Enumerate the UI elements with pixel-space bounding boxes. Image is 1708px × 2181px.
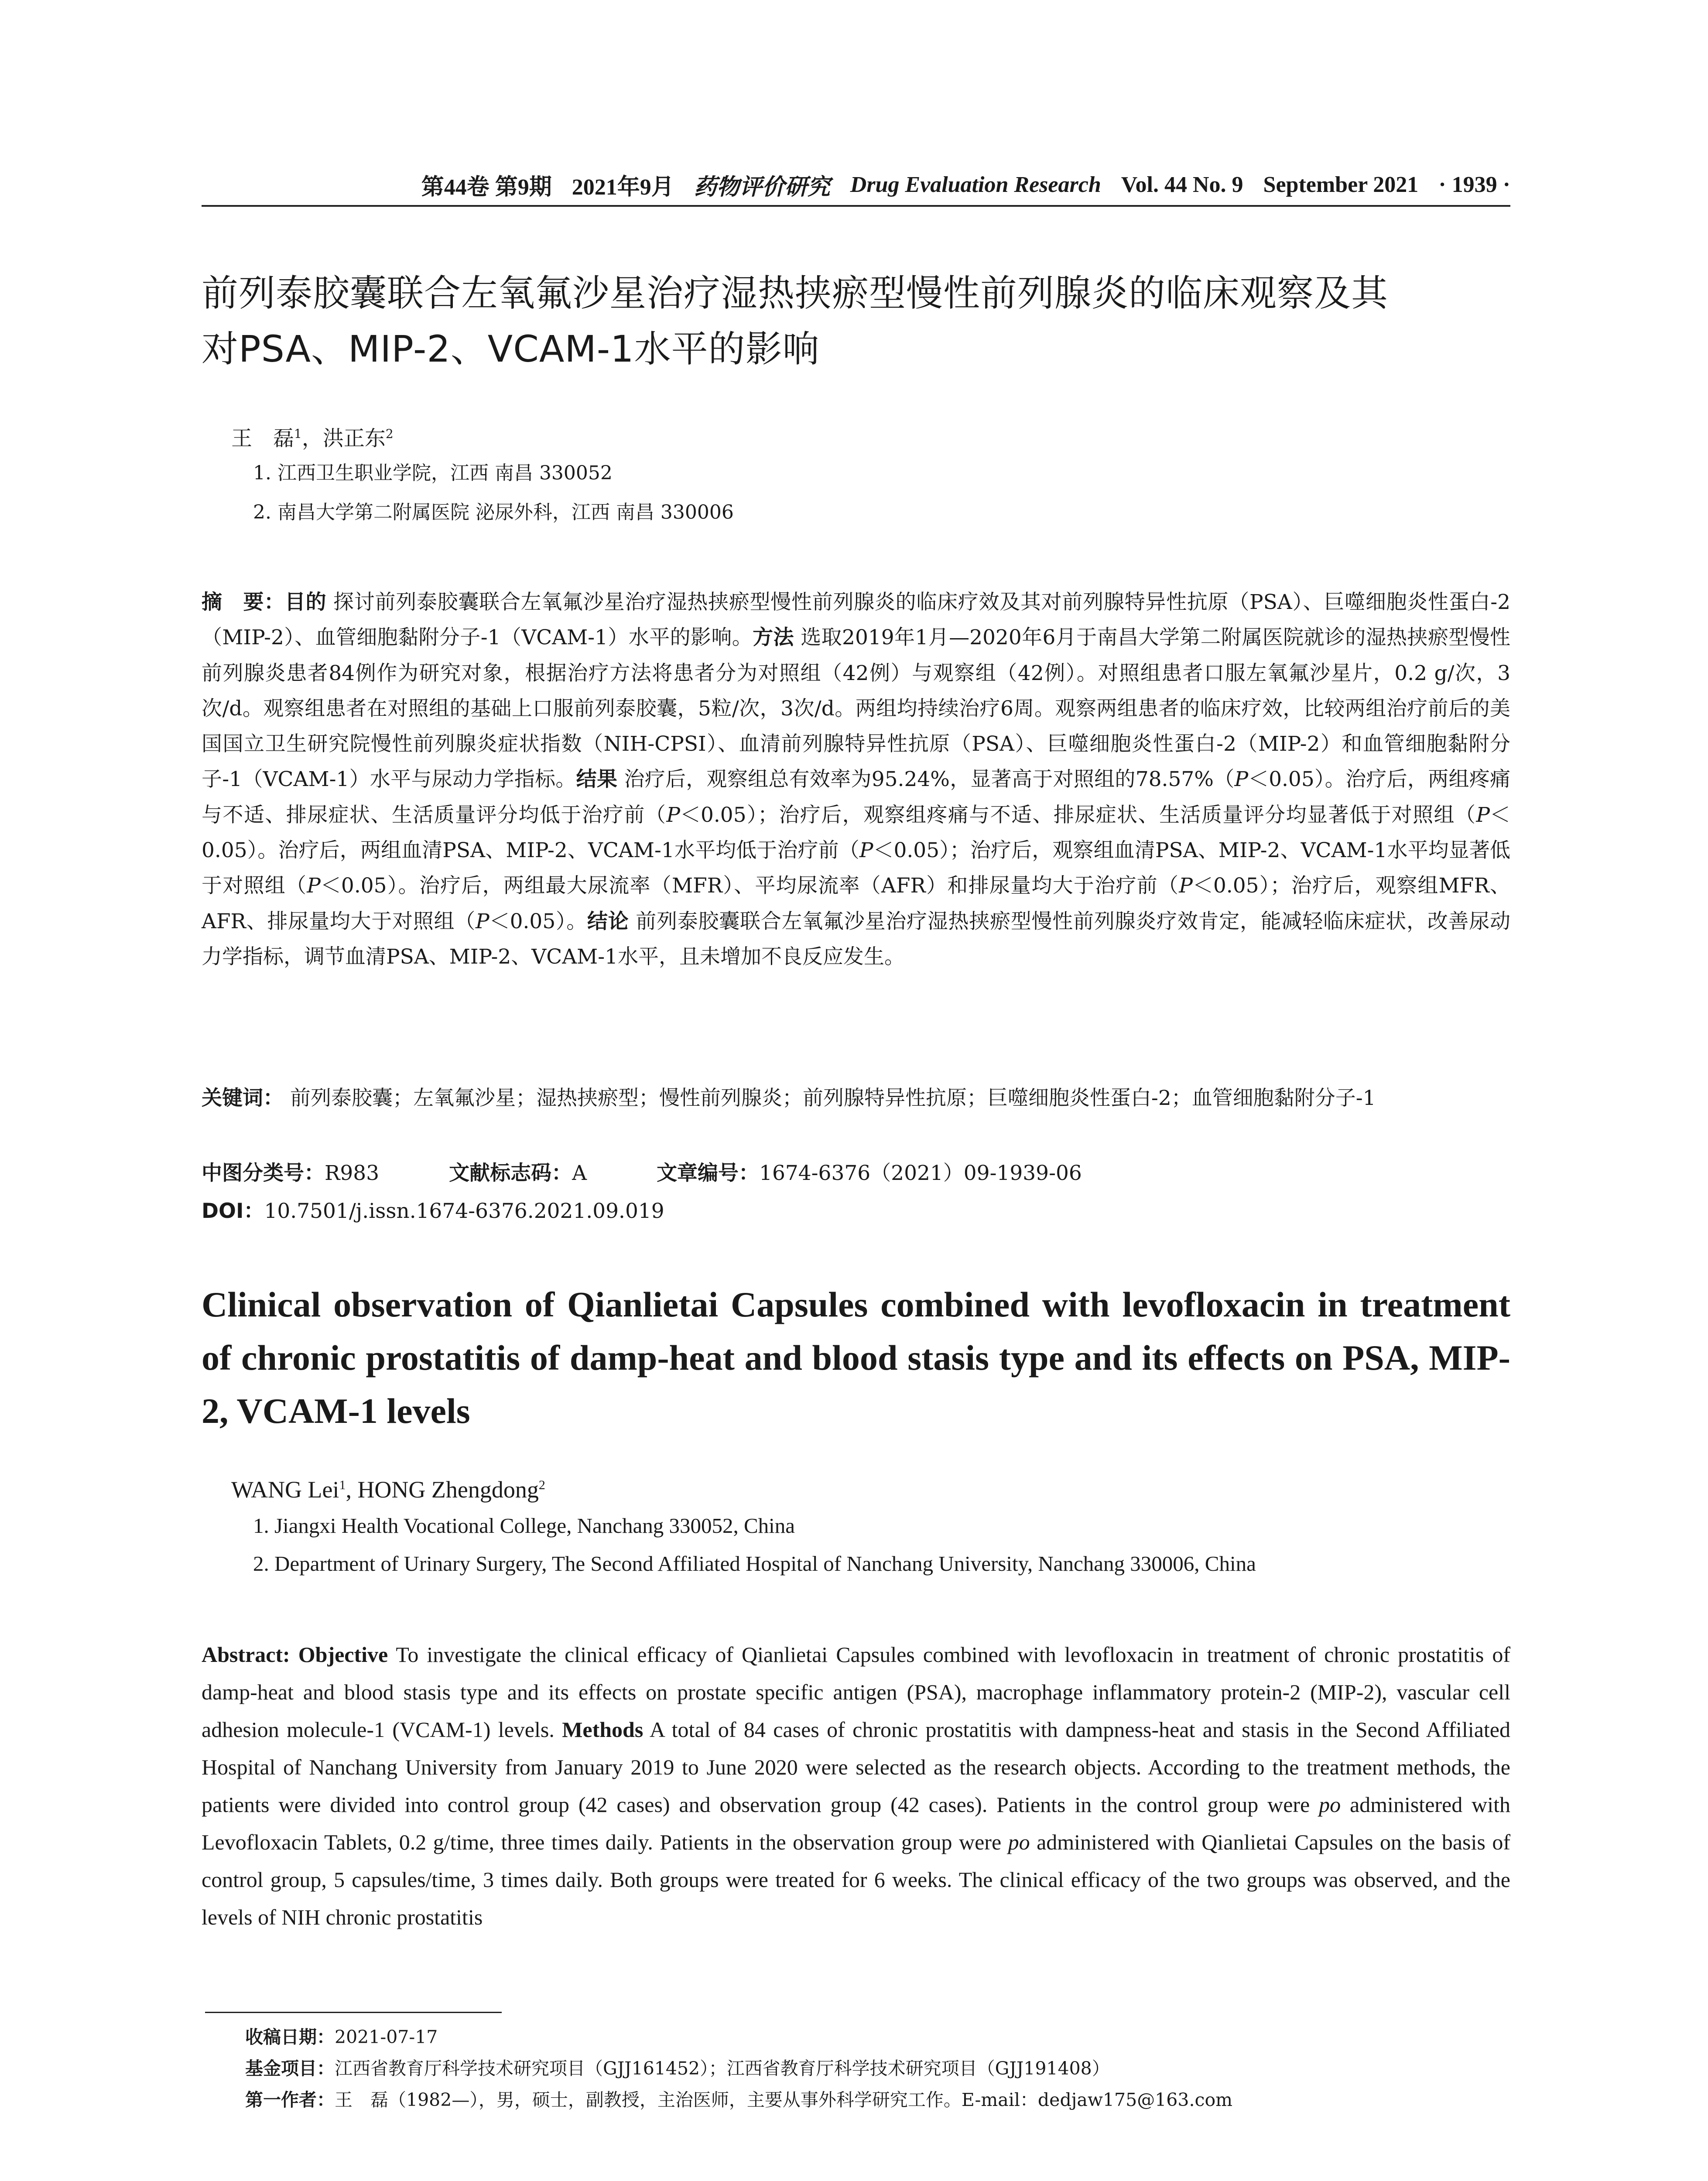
english-author1: WANG Lei	[231, 1477, 339, 1503]
footnote-first-author	[245, 2087, 1232, 2113]
po-abbreviation: po	[1319, 1792, 1341, 1817]
english-affiliation-2: 2. Department of Urinary Surgery, The Second Affiliated Hospital of Nanchang University, Nanchang 330006, China	[253, 1552, 1256, 1576]
doc-code-label: 文献标志码：	[449, 1161, 572, 1185]
p-value-symbol: P	[307, 874, 321, 898]
p-value-symbol: P	[666, 803, 680, 827]
chinese-title-line2: 对PSA、MIP-2、VCAM-1水平的影响	[202, 328, 820, 370]
english-title: Clinical observation of Qianlietai Capsules combined with levofloxacin in treatment of chronic prostatitis of damp-heat and blood stasis type and its effects on PSA, MIP-2, VCAM-1 levels	[202, 1285, 1510, 1431]
header-divider	[202, 205, 1510, 207]
footnote-fund	[245, 2055, 1110, 2082]
footnote-received	[245, 2024, 438, 2050]
header-date-en: September 2021	[1263, 172, 1419, 197]
english-author-separator: ,	[346, 1477, 358, 1503]
chinese-results-text-4: ＜0.05）。治疗后，两组血清PSA、MIP-2、VCAM-1水平均低于治疗前（	[202, 803, 1510, 863]
chinese-conclusion-label: 结论	[587, 909, 629, 933]
received-date: 2021-07-17	[335, 2027, 438, 2048]
received-label: 收稿日期：	[245, 2027, 335, 2048]
keywords-label: 关键词：	[202, 1086, 284, 1110]
chinese-affiliation-1: 1. 江西卫生职业学院，江西 南昌 330052	[253, 462, 613, 484]
chinese-author1: 王 磊	[231, 426, 294, 451]
chinese-title-line1: 前列泰胶囊联合左氧氟沙星治疗湿热挟瘀型慢性前列腺炎的临床观察及其	[202, 272, 1389, 315]
chinese-abstract	[202, 585, 1510, 974]
english-methods-text-3: administered with Qianlietai Capsules on the basis of control group, 5 capsules/time, 3 times daily. Both groups were treated for 6 weeks. The clinical efficacy of the two groups was observed, and the levels of NIH chronic prostatitis	[202, 1830, 1510, 1929]
chinese-objective-label: 目的	[284, 590, 327, 614]
header-volume-cn: 第44卷 第9期	[421, 174, 552, 200]
article-number-label: 文章编号：	[657, 1161, 760, 1185]
clc-value: R983	[325, 1161, 380, 1185]
fund-label: 基金项目：	[245, 2058, 335, 2079]
english-author2: HONG Zhengdong	[357, 1477, 539, 1503]
header-page-number: · 1939 ·	[1438, 172, 1510, 197]
chinese-results-text-6: ＜0.05）。治疗后，两组最大尿流率（MFR）、平均尿流率（AFR）和排尿量均大于治疗前（	[320, 874, 1179, 898]
first-author-text: 王 磊（1982—），男，硕士，副教授，主治医师，主要从事外科学研究工作。E-mail：dedjaw175@163.com	[335, 2089, 1233, 2110]
doi-label: DOI：	[202, 1199, 264, 1223]
running-header	[202, 169, 1510, 200]
chinese-objective-text: 探讨前列泰胶囊联合左氧氟沙星治疗湿热挟瘀型慢性前列腺炎的临床疗效及其对前列腺特异性抗原（PSA）、巨噬细胞炎性蛋白-2（MIP-2）、血管细胞黏附分子-1（VCAM-1）水平的影响。	[202, 590, 1511, 650]
p-value-symbol: P	[1179, 874, 1193, 898]
chinese-results-label: 结果	[576, 767, 618, 792]
chinese-affiliation-2: 2. 南昌大学第二附属医院 泌尿外科，江西 南昌 330006	[253, 501, 734, 523]
header-journal-logo-cn: 药物评价研究	[694, 173, 830, 200]
english-objective-label: Objective	[298, 1642, 388, 1667]
chinese-results-text-7: ＜0.05）；治疗后，观察组MFR、AFR、排尿量均大于对照组（	[202, 874, 1510, 933]
first-author-label: 第一作者：	[245, 2089, 335, 2110]
header-journal-en: Drug Evaluation Research	[850, 172, 1101, 197]
chinese-results-text-1: 治疗后，观察组总有效率为95.24%，显著高于对照组的78.57%（	[617, 767, 1235, 792]
english-objective-text: To investigate the clinical efficacy of Qianlietai Capsules combined with levofloxacin in treatment of chronic prostatitis of damp-heat and blood stasis type and its effects on prostate specific antigen (PSA), macrophage inflammatory protein-2 (MIP-2), vascular cell adhesion molecule-1 (VCAM-1) levels.	[202, 1642, 1511, 1742]
english-authors	[231, 1470, 545, 1505]
english-methods-text-2: administered with Levofloxacin Tablets, 0.2 g/time, three times daily. Patients in the observation group were	[202, 1792, 1510, 1854]
english-abstract	[202, 1636, 1510, 1936]
doi-value: 10.7501/j.issn.1674-6376.2021.09.019	[264, 1199, 664, 1223]
english-author2-sup: 2	[538, 1478, 545, 1492]
po-abbreviation: po	[1008, 1830, 1030, 1854]
english-affiliation-1: 1. Jiangxi Health Vocational College, Nanchang 330052, China	[253, 1514, 795, 1538]
chinese-results-text-3: ＜0.05）；治疗后，观察组疼痛与不适、排尿症状、生活质量评分均显著低于对照组（	[680, 803, 1476, 827]
chinese-title	[202, 265, 1519, 377]
chinese-keywords	[202, 1081, 1510, 1116]
chinese-results-text-8: ＜0.05）。	[489, 909, 587, 933]
english-author1-sup: 1	[339, 1478, 346, 1492]
header-date-cn: 2021年9月	[572, 174, 674, 200]
keywords-text: 前列泰胶囊；左氧氟沙星；湿热挟瘀型；慢性前列腺炎；前列腺特异性抗原；巨噬细胞炎性蛋白-2；血管细胞黏附分子-1	[284, 1086, 1376, 1110]
classification-line	[202, 1158, 1510, 1189]
chinese-methods-text: 选取2019年1月—2020年6月于南昌大学第二附属医院就诊的湿热挟瘀型慢性前列腺炎患者84例作为研究对象，根据治疗方法将患者分为对照组（42例）与观察组（42例）。对照组患者口服左氧氟沙星片，0.2 g/次，3次/d。观察组患者在对照组的基础上口服前列泰胶囊，5粒/次，3次/d。两组均持续治疗6周。观察两组患者的临床疗效，比较两组治疗前后的美国国立卫生研究院慢性前列腺炎症状指数（NIH-CPSI）、血清前列腺特异性抗原（PSA）、巨噬细胞炎性蛋白-2（MIP-2）和血管细胞黏附分子-1（VCAM-1）水平与尿动力学指标。	[202, 626, 1510, 792]
article-number-value: 1674-6376（2021）09-1939-06	[759, 1161, 1082, 1185]
chinese-abstract-label: 摘 要：	[202, 590, 285, 614]
fund-text: 江西省教育厅科学技术研究项目（GJJ161452）；江西省教育厅科学技术研究项目（GJJ191408）	[335, 2058, 1110, 2079]
clc-label: 中图分类号：	[202, 1161, 325, 1185]
chinese-results-text-5: ＜0.05）；治疗后，观察组血清PSA、MIP-2、VCAM-1水平均显著低于对照组（	[202, 838, 1510, 898]
header-volume-en: Vol. 44 No. 9	[1121, 172, 1243, 197]
doc-code-value: A	[572, 1161, 587, 1185]
english-methods-label: Methods	[562, 1717, 643, 1742]
p-value-symbol: P	[1476, 803, 1490, 827]
chinese-author2-sup: 2	[385, 427, 394, 441]
english-abstract-label: Abstract:	[202, 1642, 290, 1667]
chinese-author-separator: ，	[301, 426, 323, 451]
chinese-authors	[231, 419, 394, 454]
chinese-conclusion-text: 前列泰胶囊联合左氧氟沙星治疗湿热挟瘀型慢性前列腺炎疗效肯定，能减轻临床症状，改善尿动力学指标，调节血清PSA、MIP-2、VCAM-1水平，且未增加不良反应发生。	[202, 909, 1511, 969]
p-value-symbol: P	[1234, 767, 1249, 792]
chinese-methods-label: 方法	[753, 626, 794, 650]
doi-line	[202, 1196, 1510, 1227]
footnote-divider	[205, 2012, 502, 2013]
chinese-author2: 洪正东	[322, 426, 386, 451]
p-value-symbol: P	[475, 909, 489, 933]
english-methods-text-1: A total of 84 cases of chronic prostatitis with dampness-heat and stasis in the Second Affiliated Hospital of Nanchang University from January 2019 to June 2020 were selected as the research objects. According to the treatment methods, the patients were divided into control group (42 cases) and observation group (42 cases). Patients in the control group were	[202, 1717, 1510, 1817]
chinese-results-text-2: ＜0.05）。治疗后，两组疼痛与不适、排尿症状、生活质量评分均低于治疗前（	[202, 767, 1510, 827]
chinese-author1-sup: 1	[294, 427, 302, 441]
p-value-symbol: P	[859, 838, 873, 863]
